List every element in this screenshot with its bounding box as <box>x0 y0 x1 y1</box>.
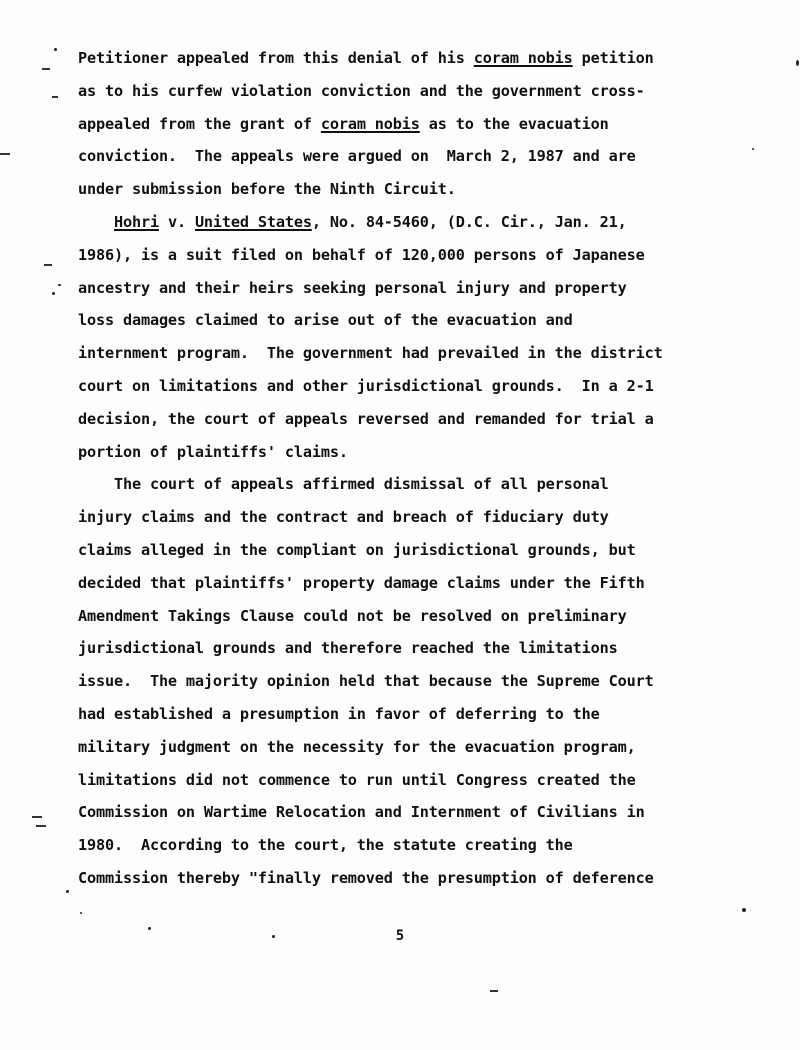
text-segment: portion of plaintiffs' claims. <box>78 442 348 461</box>
text-line <box>78 468 738 501</box>
text-line <box>78 764 738 797</box>
text-segment: v. <box>158 212 195 231</box>
text-line <box>78 534 738 567</box>
text-segment: petition <box>572 49 654 67</box>
text-line <box>78 862 738 895</box>
text-line <box>78 501 738 534</box>
document-body <box>78 42 738 895</box>
text-segment: 1980. According to the court, the statute creating the <box>78 836 573 855</box>
text-line <box>78 140 738 173</box>
text-line <box>78 829 738 862</box>
text-line <box>78 272 738 305</box>
paragraph <box>78 206 738 468</box>
scan-speck <box>58 284 61 286</box>
text-segment: The court of appeals affirmed dismissal of all personal <box>78 475 609 494</box>
text-line <box>78 337 738 370</box>
text-segment: jurisdictional grounds and therefore reached the limitations <box>78 639 618 658</box>
scan-mark <box>490 990 498 992</box>
text-segment: appealed from the grant of <box>78 114 321 133</box>
scan-speck <box>52 292 55 295</box>
text-line <box>78 632 738 665</box>
scan-mark <box>0 153 10 155</box>
text-line <box>78 796 738 829</box>
text-segment: court on limitations and other jurisdictional grounds. In a 2-1 <box>78 376 654 395</box>
text-segment: loss damages claimed to arise out of the evacuation and <box>78 311 573 330</box>
text-line <box>78 600 738 633</box>
text-line <box>78 665 738 698</box>
text-segment: decision, the court of appeals reversed and remanded for trial a <box>78 409 654 428</box>
text-line <box>78 731 738 764</box>
scan-speck <box>66 890 69 893</box>
text-segment: had established a presumption in favor of deferring to the <box>78 704 600 723</box>
text-segment: claims alleged in the compliant on jurisdictional grounds, but <box>78 540 636 559</box>
text-segment: , No. 84-5460, (D.C. Cir., Jan. 21, <box>311 212 627 231</box>
text-line <box>78 206 738 239</box>
text-line <box>78 108 738 141</box>
text-segment: injury claims and the contract and breach of fiduciary duty <box>78 508 609 527</box>
underlined-term: coram nobis <box>320 114 420 133</box>
text-line <box>78 75 738 108</box>
text-line <box>78 436 738 469</box>
text-line <box>78 403 738 436</box>
text-line <box>78 698 738 731</box>
underlined-term: United States <box>194 212 312 231</box>
text-segment: ancestry and their heirs seeking personal injury and property <box>78 278 627 297</box>
text-segment: 1986), is a suit filed on behalf of 120,000 persons of Japanese <box>78 245 645 264</box>
scan-mark <box>32 816 42 818</box>
text-line <box>78 304 738 337</box>
text-segment: as to his curfew violation conviction and the government cross- <box>78 81 645 100</box>
scan-speck <box>796 60 799 66</box>
scan-mark <box>52 96 58 98</box>
text-segment <box>78 213 114 231</box>
text-segment: Petitioner appealed from this denial of his <box>78 49 474 67</box>
text-segment: as to the evacuation <box>419 114 609 133</box>
scan-mark <box>44 264 52 266</box>
scan-speck <box>148 927 151 930</box>
text-segment: internment program. The government had prevailed in the district <box>78 344 663 363</box>
paragraph <box>78 42 738 206</box>
text-segment: Commission thereby "finally removed the presumption of deference <box>78 868 654 887</box>
scan-mark <box>36 825 46 827</box>
scan-speck <box>80 912 82 914</box>
page-number: 5 <box>395 928 405 944</box>
text-line <box>78 370 738 403</box>
scan-speck <box>272 935 275 938</box>
scan-speck <box>742 908 746 912</box>
text-segment: under submission before the Ninth Circuit. <box>78 180 456 199</box>
scan-speck <box>54 48 57 51</box>
underlined-term: coram nobis <box>473 49 573 67</box>
underlined-term: Hohri <box>113 212 159 231</box>
text-segment: issue. The majority opinion held that because the Supreme Court <box>78 672 654 691</box>
text-line <box>78 42 738 75</box>
scan-mark <box>42 68 50 70</box>
text-line <box>78 567 738 600</box>
scan-speck <box>752 148 754 150</box>
text-segment: decided that plaintiffs' property damage claims under the Fifth <box>78 573 645 592</box>
text-segment: Amendment Takings Clause could not be resolved on preliminary <box>78 606 627 625</box>
text-line <box>78 239 738 272</box>
text-segment: conviction. The appeals were argued on March 2, 1987 and are <box>78 147 636 166</box>
paragraph <box>78 468 738 894</box>
text-segment: military judgment on the necessity for the evacuation program, <box>78 737 636 756</box>
text-line <box>78 173 738 206</box>
text-segment: limitations did not commence to run until Congress created the <box>78 770 636 789</box>
text-segment: Commission on Wartime Relocation and Internment of Civilians in <box>78 803 645 822</box>
